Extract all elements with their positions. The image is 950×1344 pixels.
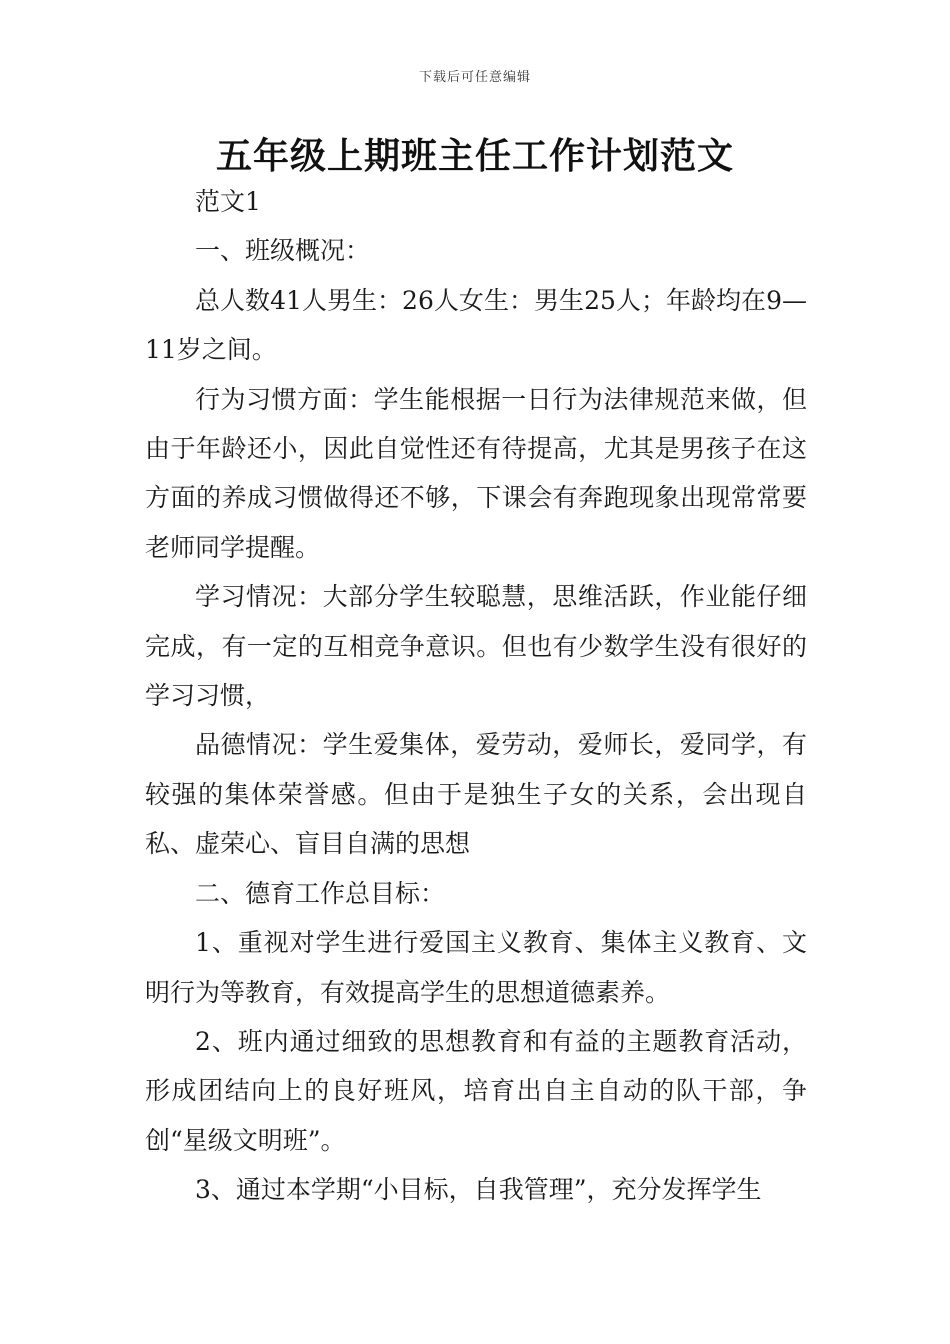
paragraph-goal-3: 3、通过本学期“小目标，自我管理”，充分发挥学生 — [195, 1175, 762, 1205]
paragraph-section-moral-goals: 二、德育工作总目标： — [195, 878, 446, 908]
paragraph-goal-2: 2、班内通过细致的思想教育和有益的主题教育活动，形成团结向上的良好班风，培育出自主自动的队干部，争创“星级文明班”。 — [145, 1026, 807, 1155]
paragraph-study-situation: 学习情况：大部分学生较聪慧，思维活跃，作业能仔细完成，有一定的互相竞争意识。但也有少数学生没有很好的学习习惯， — [145, 582, 807, 711]
header-note: 下载后可任意编辑 — [418, 70, 531, 85]
paragraph-moral-situation: 品德情况：学生爱集体，爱劳动，爱师长，爱同学，有较强的集体荣誉感。但由于是独生子女的关系，会出现自私、虚荣心、盲目自满的思想 — [145, 730, 807, 859]
paragraph-goal-1: 1、重视对学生进行爱国主义教育、集体主义教育、文明行为等教育，有效提高学生的思想道德素养。 — [145, 928, 807, 1007]
paragraph-behavior-habits: 行为习惯方面：学生能根据一日行为法律规范来做，但由于年龄还小，因此自觉性还有待提高，尤其是男孩子在这方面的养成习惯做得还不够，下课会有奔跑现象出现常常要老师同学提醒。 — [145, 384, 807, 562]
paragraph-section-class-overview: 一、班级概况： — [195, 236, 371, 266]
paragraph-sample-label: 范文1 — [195, 187, 261, 216]
document-title: 五年级上期班主任工作计划范文 — [215, 136, 734, 177]
paragraph-student-count: 总人数41人男生：26人女生：男生25人；年龄均在9—11岁之间。 — [145, 285, 807, 365]
document-body — [145, 177, 807, 1215]
